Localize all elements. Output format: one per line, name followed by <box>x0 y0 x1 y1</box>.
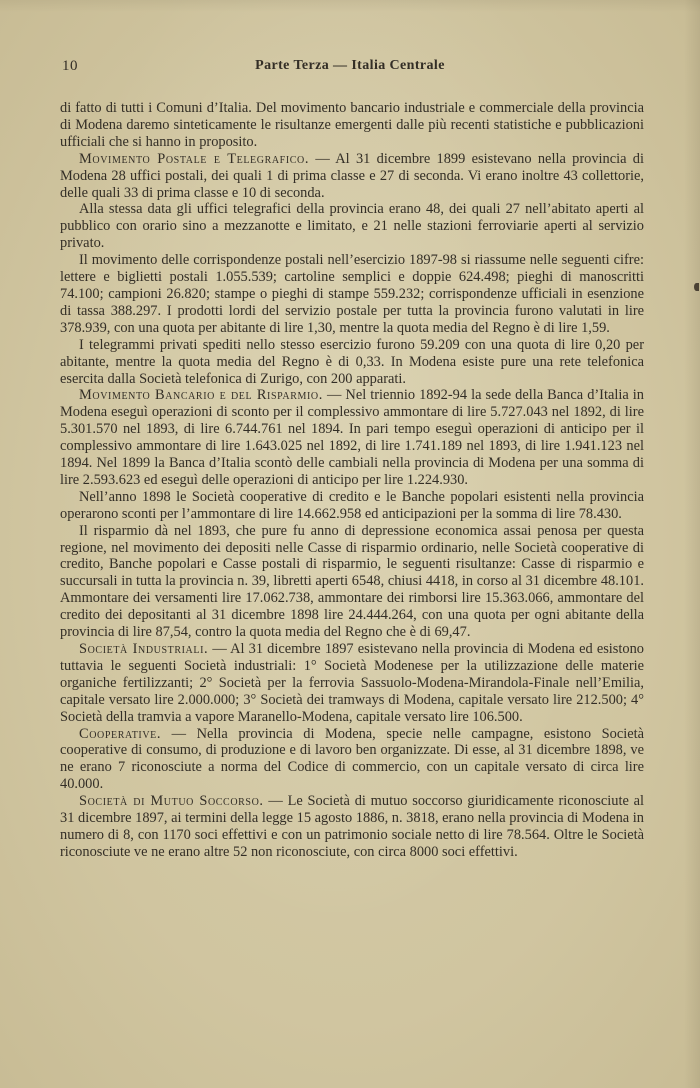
paragraph-text: — Le Società di mutuo soccorso giuridicamente riconosciute al 31 dicembre 1897, ai termini della legge 15 agosto 1886, n. 3818, erano nella provincia di Modena in numero di 8, con 1170 soci effettivi e con un patrimonio sociale netto di lire 78.564. Oltre le Società riconosciute ve ne erano altre 52 non riconosciute, con circa 8000 soci effettivi. <box>60 793 645 860</box>
paragraph-text: Nell’anno 1898 le Società cooperative di credito e le Banche popolari esistenti nella provincia operarono sconti per l’ammontare di lire 14.662.958 ed anticipazioni per la somma di lire 78.430. <box>60 488 644 522</box>
page-body <box>0 100 700 861</box>
paragraph-corrispondenze-postali <box>60 252 644 337</box>
section-heading: Cooperative. <box>79 725 162 742</box>
section-heading: Movimento Bancario e del Risparmio. <box>79 387 323 404</box>
paragraph-movimento-bancario <box>60 387 644 488</box>
section-heading: Società di Mutuo Soccorso. <box>79 793 264 810</box>
paragraph-text: Alla stessa data gli uffici telegrafici della provincia erano 48, dei quali 27 nell’abitato aperti al pubblico con orario sino a mezzanotte e limitato, e 21 nelle stazioni ferroviarie aperti al servizio privato. <box>60 201 644 252</box>
page-header <box>0 0 700 100</box>
page-number: 10 <box>62 58 78 74</box>
paragraph-intro-continuation <box>60 100 644 151</box>
paragraph-text: di fatto di tutti i Comuni d’Italia. Del movimento bancario industriale e commerciale della provincia di Modena daremo sinteticamente le risultanze emergenti dalle più recenti statistiche e pubblicazioni ufficiali che si hanno in proposito. <box>60 100 644 150</box>
paragraph-risparmio <box>60 523 644 641</box>
paragraph-text: Il movimento delle corrispondenze postali nell’esercizio 1897-98 si riassume nelle seguenti cifre: lettere e biglietti postali 1.055.539; cartoline semplici e doppie 624.498; pieghi di manoscritti 74.100; campioni 26.820; stampe o pieghi di stampe 559.232; corrispondenze ufficiali in esenzione di tassa 388.297. I prodotti lordi del servizio postale per tutta la provincia furono valutati in lire 378.939, con una quota per abitante di lire 1,30, mentre la quota media del Regno è di lire 1,59. <box>60 252 644 336</box>
paragraph-societa-cooperative-credito <box>60 489 644 523</box>
paragraph-text: — Al 31 dicembre 1897 esistevano nella provincia di Modena ed esistono tuttavia le seguenti Società industriali: 1° Società Modenese per la utilizzazione delle materie organiche fertilizzanti; 2° Società per la ferrovia Sassuolo-Modena-Mirandola-Finale nell’Emilia, capitale versato lire 2.000.000; 3° Società dei tramways di Modena, capitale versato lire 212.500; 4° Società della tramvia a vapore Maranello-Modena, capitale versato lire 106.500. <box>60 641 644 725</box>
scan-artifact <box>694 283 699 291</box>
paragraph-text: — Nella provincia di Modena, specie nelle campagne, esistono Società cooperative di consumo, di produzione e di lavoro ben organizzate. Di esse, al 31 dicembre 1898, ve ne erano 7 riconosciute a norma del Codice di commercio, con un capitale versato di circa lire 40.000. <box>60 725 644 793</box>
paragraph-telegrammi-privati <box>60 337 644 388</box>
paragraph-movimento-postale <box>60 151 644 202</box>
paragraph-cooperative <box>60 726 644 794</box>
paragraph-text: — Nel triennio 1892-94 la sede della Banca d’Italia in Modena eseguì operazioni di sconto per il complessivo ammontare di lire 5.727.043 nel 1892, di lire 5.301.570 nel 1893, di lire 6.744.761 nel 1894. In pari tempo eseguì operazioni di anticipo per il complessivo ammontare di lire 1.643.025 nel 1892, di lire 1.741.189 nel 1893, di lire 1.941.123 nel 1894. Nel 1899 la Banca d’Italia scontò delle cambiali nella provincia di Modena per una somma di lire 2.593.623 ed eseguì delle operazioni di anticipo per lire 1.224.930. <box>60 387 644 488</box>
paragraph-text: Il risparmio dà nel 1893, che pure fu anno di depressione economica assai penosa per questa regione, nel movimento dei depositi nelle Casse di risparmio ordinario, nelle Società cooperative di credito, Banche popolari e Casse postali di risparmio, le seguenti risultanze: Casse di risparmio e succursali in tutta la provincia n. 39, libretti aperti 6548, chiusi 4418, in corso al 31 dicembre 48.101. Ammontare dei versamenti lire 17.062.738, ammontare dei rimborsi lire 15.363.066, ammontare del credito dei depositanti al 31 dicembre 1898 lire 24.444.264, con una quota per ogni abitante della provincia di lire 87,54, contro la quota media del Regno che è di 69,47. <box>60 522 644 641</box>
section-heading: Società Industriali. <box>79 641 209 657</box>
running-title: Parte Terza — Italia Centrale <box>255 58 445 73</box>
paragraph-text: I telegrammi privati spediti nello stesso esercizio furono 59.209 con una quota di lire 0,20 per abitante, mentre la quota media del Regno è di 0,33. In Modena esiste pure una rete telefonica esercita dalla Società telefonica di Zurigo, con 200 apparati. <box>60 336 644 387</box>
paragraph-mutuo-soccorso <box>60 793 644 861</box>
paragraph-uffici-telegrafici <box>60 201 644 252</box>
paragraph-societa-industriali <box>60 641 644 726</box>
paragraph-text: — Al 31 dicembre 1899 esistevano nella provincia di Modena 28 uffici postali, dei quali 1 di prima classe e 27 di seconda. Vi erano inoltre 43 collettorie, delle quali 33 di prima classe e 10 di seconda. <box>60 150 644 201</box>
section-heading: Movimento Postale e Telegrafico. <box>79 150 310 167</box>
